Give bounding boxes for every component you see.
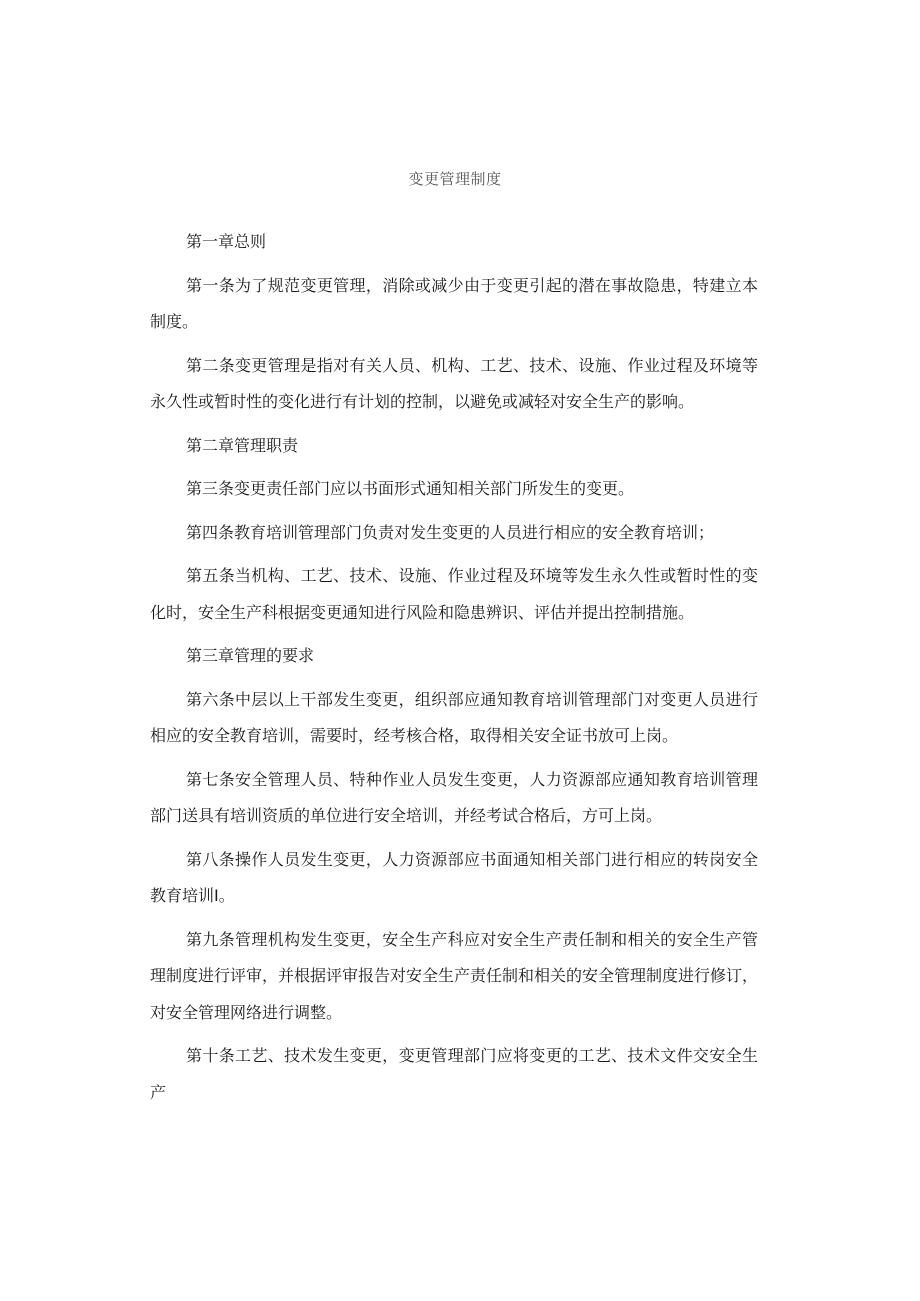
chapter-1-heading: 第一章总则 xyxy=(186,232,267,251)
article-10: 第十条工艺、技术发生变更，变更管理部门应将变更的工艺、技术文件交安全生产 xyxy=(150,1046,758,1102)
article-3: 第三条变更责任部门应以书面形式通知相关部门所发生的变更。 xyxy=(186,479,635,498)
article-2: 第二条变更管理是指对有关人员、机构、工艺、技术、设施、作业过程及环境等永久性或暂时性的变化进行有计划的控制，以避免或减轻对安全生产的影响。 xyxy=(150,355,758,411)
article-6: 第六条中层以上干部发生变更，组织部应通知教育培训管理部门对变更人员进行相应的安全教育培训，需要时，经考核合格，取得相关安全证书放可上岗。 xyxy=(150,689,758,745)
article-4: 第四条教育培训管理部门负责对发生变更的人员进行相应的安全教育培训； xyxy=(186,522,715,542)
article-5: 第五条当机构、工艺、技术、设施、作业过程及环境等发生永久性或暂时性的变化时，安全生产科根据变更通知进行风险和隐患辨识、评估并提出控制措施。 xyxy=(150,566,758,622)
chapter-2-heading: 第二章管理职责 xyxy=(186,435,299,455)
chapter-3-heading: 第三章管理的要求 xyxy=(186,646,315,665)
document-body xyxy=(150,224,758,1118)
article-1: 第一条为了规范变更管理，消除或减少由于变更引起的潜在事故隐患，特建立本制度。 xyxy=(150,275,758,331)
article-7: 第七条安全管理人员、特种作业人员发生变更，人力资源部应通知教育培训管理部门送具有培训资质的单位进行安全培训，并经考试合格后，方可上岗。 xyxy=(150,769,758,825)
article-9: 第九条管理机构发生变更，安全生产科应对安全生产责任制和相关的安全生产管理制度进行评审，并根据评审报告对安全生产责任制和相关的安全管理制度进行修订，对安全管理网络进行调整。 xyxy=(150,929,759,1022)
article-8: 第八条操作人员发生变更，人力资源部应书面通知相关部门进行相应的转岗安全教育培训I。 xyxy=(150,849,758,905)
document-title: 变更管理制度 xyxy=(408,170,502,188)
